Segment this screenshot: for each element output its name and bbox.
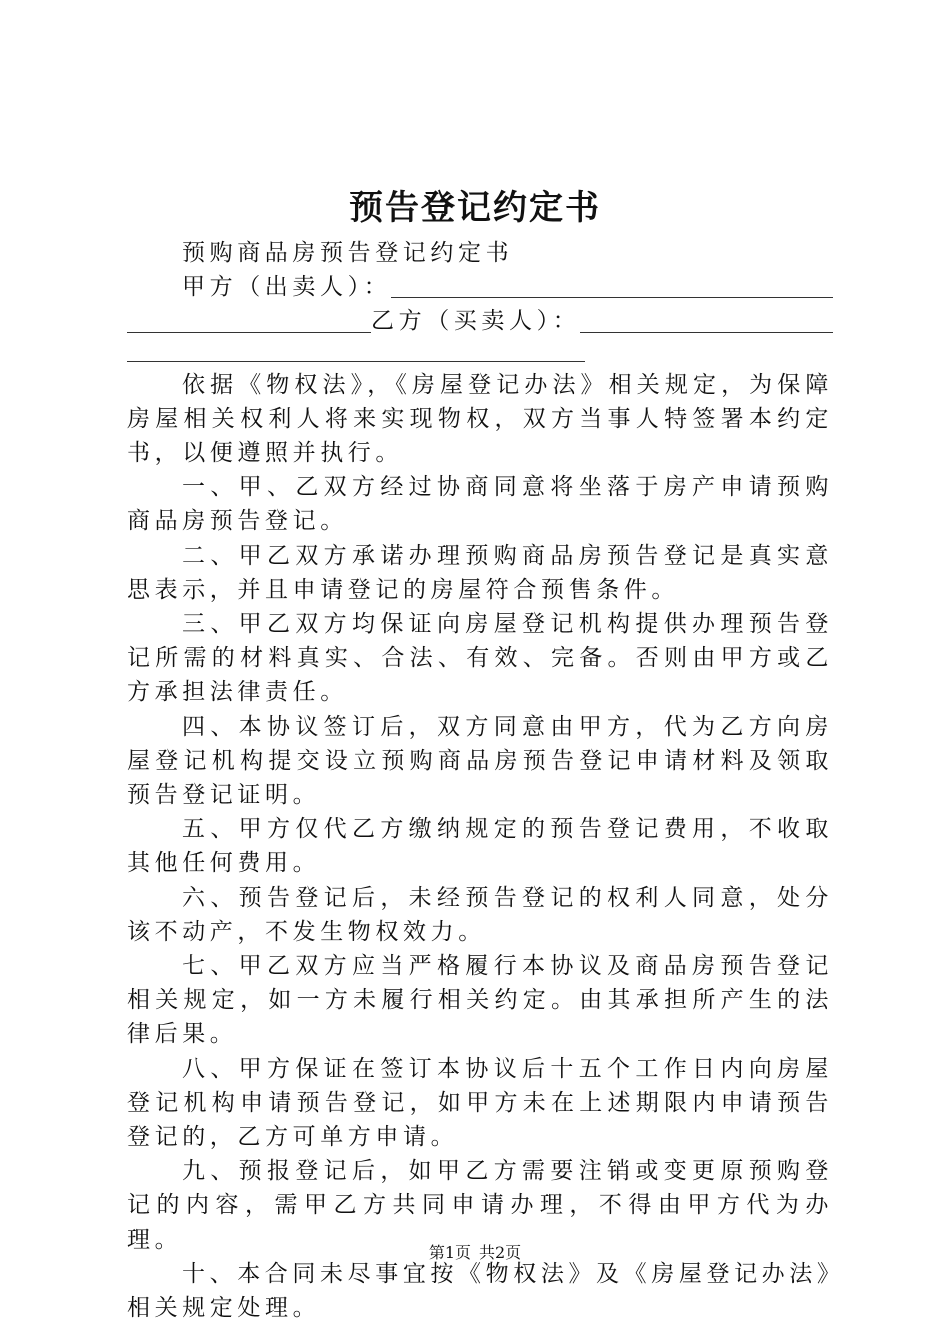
party-b-line: [127, 304, 833, 338]
clause-10: 十、本合同未尽事宜按《物权法》及《房屋登记办法》相关规定处理。: [127, 1260, 833, 1322]
clause-5: 五、甲方仅代乙方缴纳规定的预告登记费用，不收取其他任何费用。: [127, 816, 833, 877]
document-body: [127, 236, 833, 1325]
clause-1: 一、甲、乙双方经过协商同意将坐落于房产申请预购商品房预告登记。: [127, 474, 833, 535]
party-b-blank-continued: [127, 339, 585, 362]
document-subtitle: 预购商品房预告登记约定书: [182, 240, 514, 266]
document-title: 预告登记约定书: [349, 188, 601, 228]
party-b-blank: [580, 308, 833, 333]
clause-6: 六、预告登记后，未经预告登记的权利人同意，处分该不动产，不发生物权效力。: [127, 884, 833, 945]
party-a-blank: [391, 273, 833, 298]
party-a-label: 甲方（出卖人）：: [182, 274, 392, 301]
page-number: 第1页: [428, 1243, 471, 1262]
party-a-blank-continued: [127, 308, 371, 333]
clause-4: 四、本协议签订后，双方同意由甲方，代为乙方向房屋登记机构提交设立预购商品房预告登记申请材料及领取预告登记证明。: [127, 713, 833, 809]
party-b-label: 乙方（买卖人）：: [371, 308, 581, 335]
page-footer: [0, 1242, 950, 1264]
party-a-line: [127, 270, 833, 304]
clause-8: 八、甲方保证在签订本协议后十五个工作日内向房屋登记机构申请预告登记，如甲方未在上述期限内申请预告登记的，乙方可单方申请。: [127, 1055, 833, 1151]
page-total: 共2页: [479, 1243, 522, 1262]
clause-7: 七、甲乙双方应当严格履行本协议及商品房预告登记相关规定，如一方未履行相关约定。由其承担所产生的法律后果。: [127, 953, 833, 1048]
clause-3: 三、甲乙双方均保证向房屋登记机构提供办理预告登记所需的材料真实、合法、有效、完备。否则由甲方或乙方承担法律责任。: [127, 611, 833, 706]
clause-2: 二、甲乙双方承诺办理预购商品房预告登记是真实意思表示，并且申请登记的房屋符合预售条件。: [127, 542, 833, 603]
clause-9: 九、预报登记后，如甲乙方需要注销或变更原预购登记的内容，需甲乙方共同申请办理，不得由甲方代为办理。: [127, 1158, 833, 1253]
clause-preamble: 依据《物权法》，《房屋登记办法》相关规定，为保障房屋相关权利人将来实现物权，双方当事人特签署本约定书，以便遵照并执行。: [127, 371, 833, 466]
